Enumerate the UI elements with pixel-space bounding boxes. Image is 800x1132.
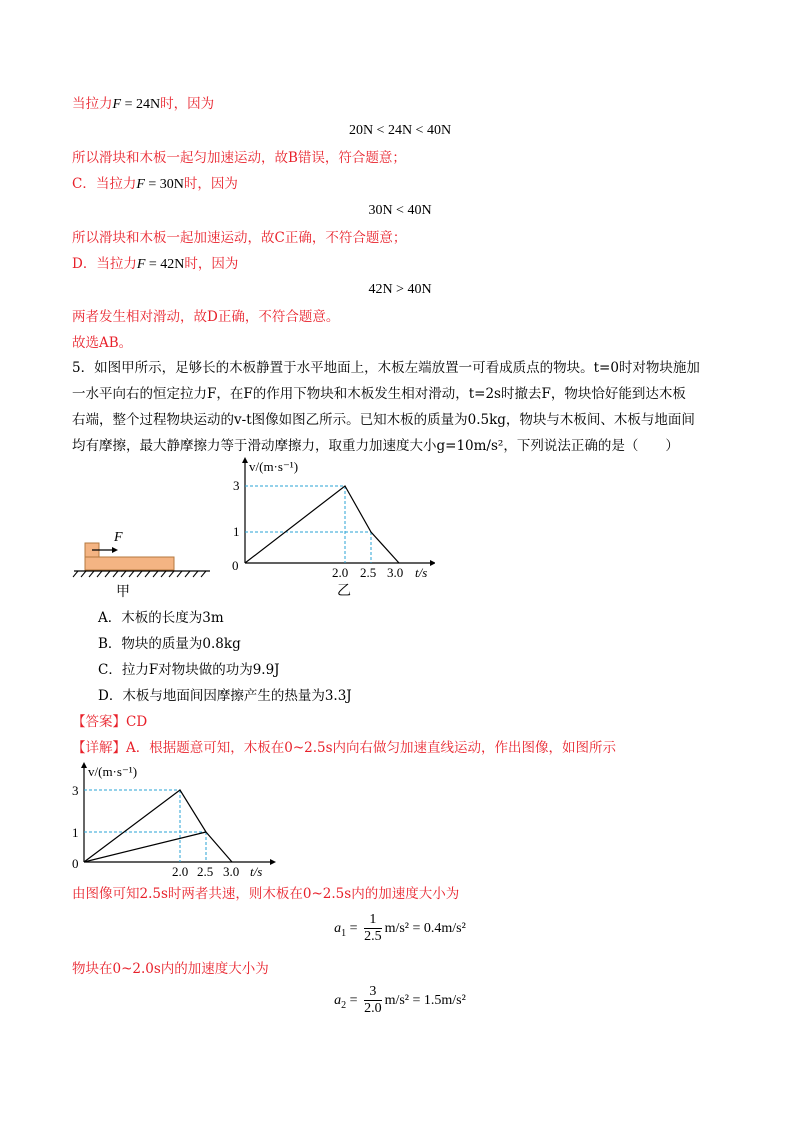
line-force-42 <box>72 254 238 275</box>
var-F: F <box>112 97 122 112</box>
x-label: t/s <box>415 565 428 580</box>
eq2-lhs: a <box>334 993 342 1008</box>
eq2-fraction <box>364 984 382 1017</box>
caption-yi: 乙 <box>337 584 351 599</box>
text: C．当拉力 <box>72 176 137 192</box>
eq1-sub: 1 <box>341 927 347 939</box>
arrow-head <box>112 547 118 553</box>
text: 时，因为 <box>160 96 215 112</box>
option-c: C．拉力F对物块做的功为9.9J <box>98 662 280 678</box>
vt-line <box>245 486 399 563</box>
eq1-rhs: = 0.4m/s² <box>412 921 466 936</box>
x-arrow <box>430 560 435 566</box>
xtick-2-5: 2.5 <box>197 864 214 879</box>
detail-text: A．根据题意可知，木板在0~2.5s内向右做匀加速直线运动，作出图像，如图所示 <box>126 740 617 756</box>
figure-detail <box>62 760 282 880</box>
board <box>85 557 174 570</box>
question-line-1: 5．如图甲所示，足够长的木板静置于水平地面上，木板左端放置一可看成质点的物块。t=0时对物块施加 <box>72 360 700 376</box>
xtick-3-0: 3.0 <box>223 864 240 879</box>
eq2-num: 3 <box>364 984 382 1001</box>
eq1-unit: m/s² <box>384 921 409 936</box>
y-label: v/(m·s⁻¹) <box>88 764 138 779</box>
option-d: D．木板与地面间因摩擦产生的热量为3.3J <box>98 688 352 704</box>
board-vt-line <box>84 832 206 862</box>
ytick-1: 1 <box>72 825 79 840</box>
answer-value: CD <box>126 714 148 730</box>
xtick-3-0: 3.0 <box>387 565 404 580</box>
eq2-rhs: = 1.5m/s² <box>412 993 466 1008</box>
x-label: t/s <box>250 864 263 879</box>
inequality-2: 30N < 40N <box>368 203 432 218</box>
para-2: 物块在0~2.0s内的加速度大小为 <box>72 961 269 977</box>
text: 时，因为 <box>184 256 239 272</box>
answer <box>72 712 147 732</box>
option-a: A．木板的长度为3m <box>98 610 224 626</box>
line-force-24 <box>72 94 214 115</box>
value: = 30N <box>144 177 184 192</box>
var-F: F <box>136 177 145 192</box>
question-line-2: 一水平向右的恒定拉力F，在F的作用下物块和木板发生相对滑动，t=2s时撤去F，物块恰好能到达木板 <box>72 386 686 402</box>
detail <box>72 738 616 758</box>
ytick-3: 3 <box>72 783 79 798</box>
figure-yi <box>225 455 435 605</box>
ytick-1: 1 <box>233 524 240 539</box>
ground-hatch <box>73 571 206 577</box>
var-F: F <box>136 257 146 272</box>
inequality-1: 20N < 24N < 40N <box>348 123 452 138</box>
question-line-3: 右端，整个过程物块运动的v-t图像如图乙所示。已知木板的质量为0.5kg，物块与木板间、木板与地面间 <box>72 412 695 428</box>
answer-tag: 【答案】 <box>72 714 126 730</box>
x-arrow <box>270 859 276 865</box>
conclusion-d: 两者发生相对滑动，故D正确，不符合题意。 <box>72 309 340 325</box>
eq1-num: 1 <box>364 912 382 929</box>
xtick-2-0: 2.0 <box>332 565 349 580</box>
origin-label: 0 <box>72 856 79 871</box>
eq2-unit: m/s² <box>384 993 409 1008</box>
eq1-den: 2.5 <box>364 929 382 945</box>
figure-jia <box>68 520 218 600</box>
caption-jia: 甲 <box>116 585 130 600</box>
conclusion-c: 所以滑块和木板一起加速运动，故C正确，不符合题意； <box>72 230 407 246</box>
eq1-fraction <box>364 912 382 945</box>
equation-2: $a_2$ = $\frac{3}{2.0}$ m/s² = 1.5m/s² <box>334 984 466 1017</box>
final-choice: 故选AB。 <box>72 335 133 351</box>
text: 时，因为 <box>183 176 238 192</box>
equation-1: $a_1$ = $\frac{1}{2.5}$ m/s² = 0.4m/s² <box>334 912 466 945</box>
inequality-3: 42N > 40N <box>368 282 432 297</box>
xtick-2-5: 2.5 <box>360 565 377 580</box>
eq1-lhs: a <box>334 921 342 936</box>
eq2-sub: 2 <box>341 999 347 1011</box>
question-line-4: 均有摩擦，最大静摩擦力等于滑动摩擦力，取重力加速度大小g=10m/s²，下列说法正确的是（ ） <box>72 438 679 454</box>
origin-label: 0 <box>232 558 239 573</box>
para-1: 由图像可知2.5s时两者共速，则木板在0~2.5s内的加速度大小为 <box>72 886 460 902</box>
y-arrow <box>242 457 248 463</box>
option-b: B．物块的质量为0.8kg <box>98 636 241 652</box>
guides <box>84 790 206 862</box>
ytick-3: 3 <box>233 478 240 493</box>
value: = 24N <box>121 97 161 112</box>
text: D．当拉力 <box>72 256 137 272</box>
y-label: v/(m·s⁻¹) <box>249 459 299 474</box>
force-label: F <box>114 530 123 545</box>
xtick-2-0: 2.0 <box>172 864 189 879</box>
eq2-den: 2.0 <box>364 1001 382 1017</box>
value: = 42N <box>145 257 185 272</box>
y-arrow <box>81 762 87 768</box>
line-force-30 <box>72 174 238 195</box>
conclusion-b: 所以滑块和木板一起匀加速运动，故B错误，符合题意； <box>72 150 406 166</box>
block-vt-line <box>84 790 232 862</box>
detail-tag: 【详解】 <box>72 740 126 756</box>
text: 当拉力 <box>72 96 113 112</box>
